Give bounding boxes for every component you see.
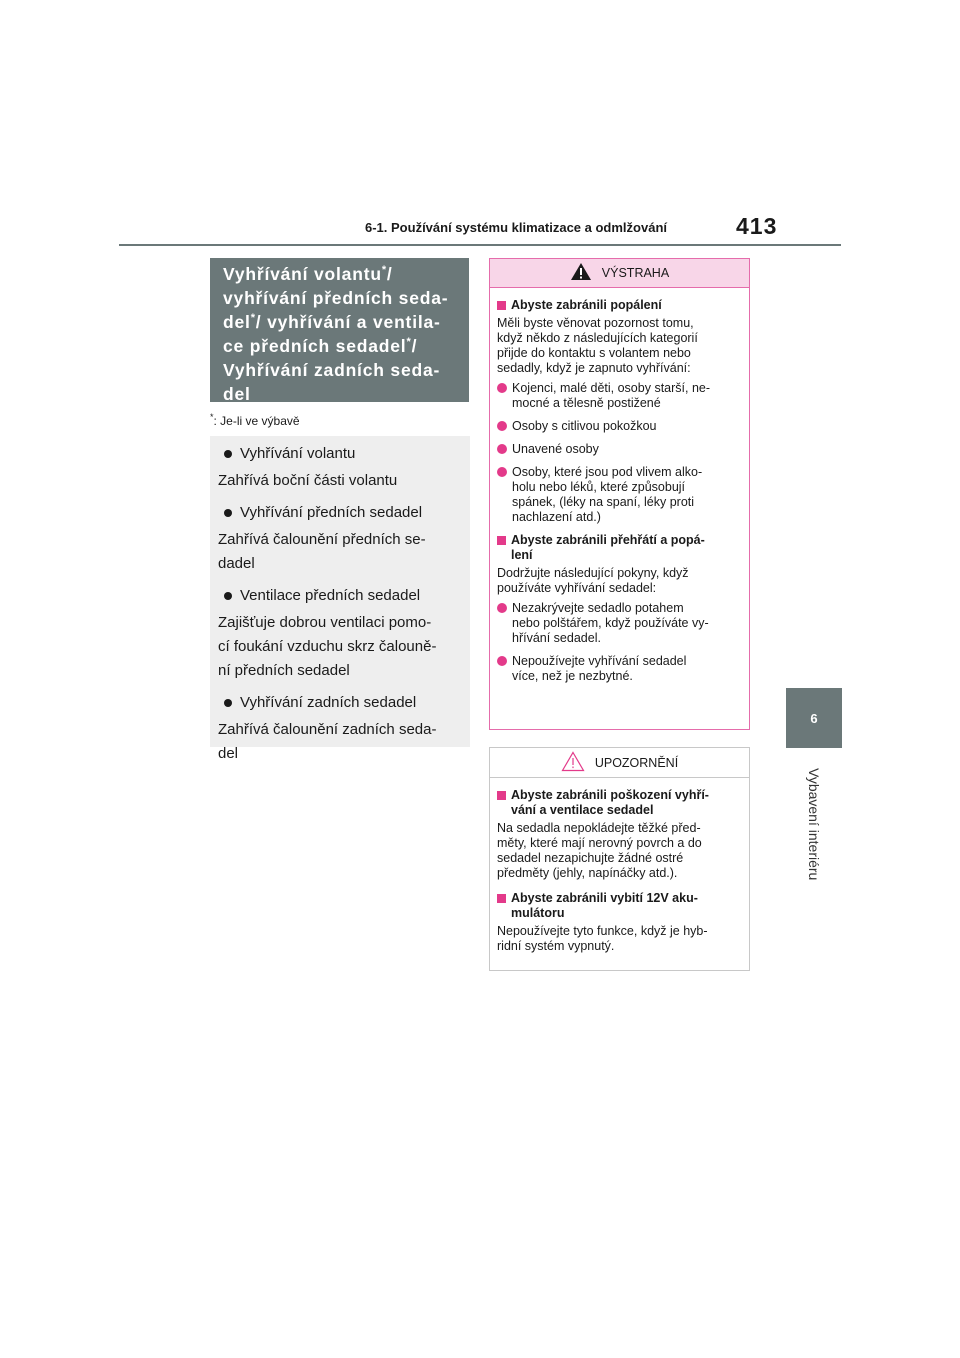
square-bullet-icon bbox=[497, 791, 506, 800]
warning-bullet: Osoby s citlivou pokožkou bbox=[497, 419, 742, 434]
feature-description: Zahřívá čalounění zadních seda- del bbox=[218, 721, 437, 762]
square-bullet-icon bbox=[497, 536, 506, 545]
warning-subheading: Abyste zabránili přehřátí a popá- lení bbox=[497, 533, 742, 563]
feature-title: Ventilace předních sedadel bbox=[240, 587, 421, 604]
bullet-icon bbox=[224, 509, 232, 517]
circle-bullet-icon bbox=[497, 421, 507, 431]
bullet-icon bbox=[224, 699, 232, 707]
bullet-icon bbox=[224, 450, 232, 458]
footnote: *: Je-li ve výbavě bbox=[210, 412, 300, 428]
warning-text: Dodržujte následující pokyny, když používáte vyhřívání sedadel: bbox=[497, 566, 689, 595]
circle-bullet-icon bbox=[497, 603, 507, 613]
warning-header bbox=[490, 259, 749, 288]
caution-triangle-icon bbox=[561, 751, 585, 775]
page-number: 413 bbox=[736, 213, 778, 239]
notice-subheading: Abyste zabránili vybití 12V aku- mulátoru bbox=[497, 891, 742, 921]
warning-bullet: Nepoužívejte vyhřívání sedadel více, než je nezbytné. bbox=[497, 654, 742, 684]
bullet-icon bbox=[224, 592, 232, 600]
circle-bullet-icon bbox=[497, 383, 507, 393]
notice-heading: UPOZORNĚNÍ bbox=[594, 756, 679, 770]
header-divider bbox=[119, 244, 841, 246]
feature-description: Zajišťuje dobrou ventilaci pomo- cí foukání vzduchu skrz čalouně- ní předních sedadel bbox=[218, 614, 437, 679]
warning-text: Měli byste věnovat pozornost tomu, když někdo z následujících kategorií přijde do kontaktu s volantem nebo sedadly, když je zapnuto vyhřívání: bbox=[497, 316, 698, 375]
notice-subheading: Abyste zabránili poškození vyhří- vání a ventilace sedadel bbox=[497, 788, 742, 818]
feature-list bbox=[210, 436, 470, 762]
warning-bullet: Kojenci, malé děti, osoby starší, ne- mocné a tělesně postižené bbox=[497, 381, 742, 411]
square-bullet-icon bbox=[497, 894, 506, 903]
feature-item bbox=[218, 501, 462, 576]
square-bullet-icon bbox=[497, 301, 506, 310]
header-title: 6-1. Používání systému klimatizace a odmlžování bbox=[365, 220, 667, 235]
feature-item bbox=[218, 584, 462, 683]
notice-header bbox=[490, 749, 749, 778]
chapter-number: 6 bbox=[810, 710, 818, 726]
warning-box bbox=[489, 258, 750, 730]
warning-triangle-icon bbox=[570, 262, 592, 284]
feature-title: Vyhřívání předních sedadel bbox=[240, 504, 423, 521]
warning-subheading: Abyste zabránili popálení bbox=[497, 298, 742, 313]
circle-bullet-icon bbox=[497, 467, 507, 477]
feature-description: Zahřívá boční části volantu bbox=[218, 472, 398, 489]
circle-bullet-icon bbox=[497, 444, 507, 454]
circle-bullet-icon bbox=[497, 656, 507, 666]
feature-title: Vyhřívání volantu bbox=[240, 445, 356, 462]
notice-text: Na sedadla nepokládejte těžké před- měty, které mají nerovný povrch a do sedadel nezapichujte žádné ostré předměty (jehly, napínáčky atd.). bbox=[497, 821, 702, 880]
notice-text: Nepoužívejte tyto funkce, když je hyb- ridní systém vypnutý. bbox=[497, 924, 708, 953]
warning-bullet: Nezakrývejte sedadlo potahem nebo polštářem, když používáte vy- hřívání sedadel. bbox=[497, 601, 742, 646]
chapter-label: Vybavení interiéru bbox=[806, 768, 822, 881]
section-title: Vyhřívání volantu*/ vyhřívání předních seda- del*/ vyhřívání a ventila- ce předních sedadel*/ Vyhřívání zadních seda- del bbox=[210, 258, 469, 402]
feature-title: Vyhřívání zadních sedadel bbox=[240, 694, 417, 711]
warning-bullet: Osoby, které jsou pod vlivem alko- holu nebo léků, které způsobují spánek, (léky na spaní, léky proti nachlazení atd.) bbox=[497, 465, 742, 525]
feature-description: Zahřívá čalounění předních se- dadel bbox=[218, 531, 426, 572]
notice-box bbox=[489, 747, 750, 971]
warning-bullet: Unavené osoby bbox=[497, 442, 742, 457]
chapter-tab bbox=[786, 688, 842, 748]
warning-heading: VÝSTRAHA bbox=[601, 266, 670, 280]
feature-item bbox=[218, 691, 462, 766]
feature-item bbox=[218, 442, 462, 493]
